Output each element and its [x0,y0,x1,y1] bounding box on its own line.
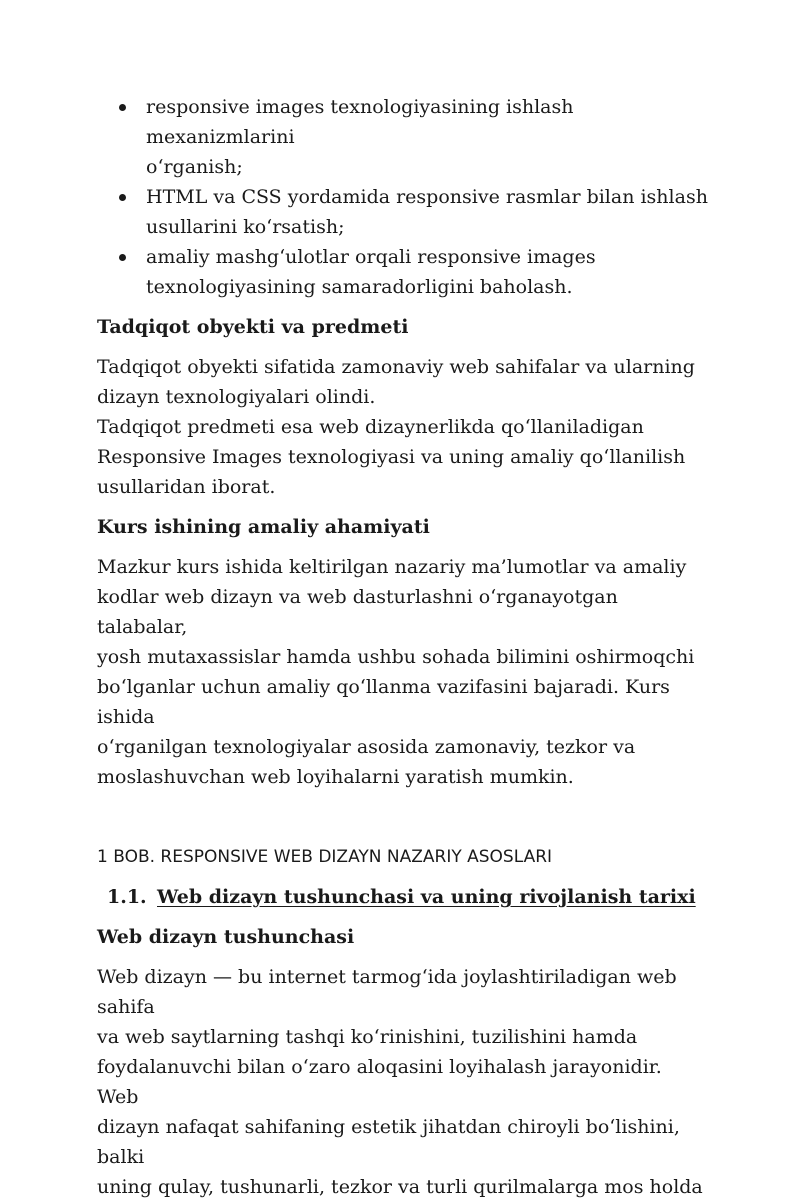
chapter-title: 1 BOB. RESPONSIVE WEB DIZAYN NAZARIY ASOSLARI [97,847,553,867]
bullet-line: HTML va CSS yordamida responsive rasmlar bilan ishlash [146,186,708,208]
list-item [97,182,709,242]
bullet-list [97,92,709,302]
bullet-dot-icon [119,194,126,201]
bullet-line: amaliy mashg‘ulotlar orqali responsive images [146,246,596,268]
bullet-line: usullarini ko‘rsatish; [146,216,345,238]
concept-paragraph: Web dizayn — bu internet tarmog‘ida joylashtiriladigan web sahifa va web saytlarning tashqi ko‘rinishini, tuzilishini hamda foydalanuvchi bilan o‘zaro aloqasini loyihalash jarayonidir. Web dizayn nafaqat sahifaning estetik jihatdan chiroyli bo‘lishini, balki uning qulay, tushunarli, tezkor va turli qurilmalarga mos holda [97,966,703,1198]
section-title: Web dizayn tushunchasi va uning rivojlanish tarixi [157,886,696,908]
section-number: 1.1. [107,886,147,908]
practical-heading: Kurs ishining amaliy ahamiyati [97,516,430,538]
bullet-dot-icon [119,104,126,111]
concept-heading: Web dizayn tushunchasi [97,926,355,948]
list-item [97,242,709,302]
list-item [97,92,709,182]
bullet-line: texnologiyasining samaradorligini baholash. [146,276,573,298]
object-paragraph: Tadqiqot obyekti sifatida zamonaviy web sahifalar va ularning dizayn texnologiyalari olindi. Tadqiqot predmeti esa web dizaynerlikda qo‘llaniladigan Responsive Images texnologiyasi va uning amaliy qo‘llanilish usullaridan iborat. [97,356,695,498]
bullet-dot-icon [119,254,126,261]
bullet-line: o‘rganish; [146,156,243,178]
bullet-line: responsive images texnologiyasining ishlash mexanizmlarini [146,96,574,148]
document-page [97,92,709,1202]
practical-paragraph: Mazkur kurs ishida keltirilgan nazariy ma’lumotlar va amaliy kodlar web dizayn va web dasturlashni o‘rganayotgan talabalar, yosh mutaxassislar hamda ushbu sohada bilimini oshirmoqchi bo‘lganlar uchun amaliy qo‘llanma vazifasini bajaradi. Kurs ishida o‘rganilgan texnologiyalar asosida zamonaviy, tezkor va moslashuvchan web loyihalarni yaratish mumkin. [97,556,695,788]
object-heading: Tadqiqot obyekti va predmeti [97,316,409,338]
section-heading [97,882,709,912]
